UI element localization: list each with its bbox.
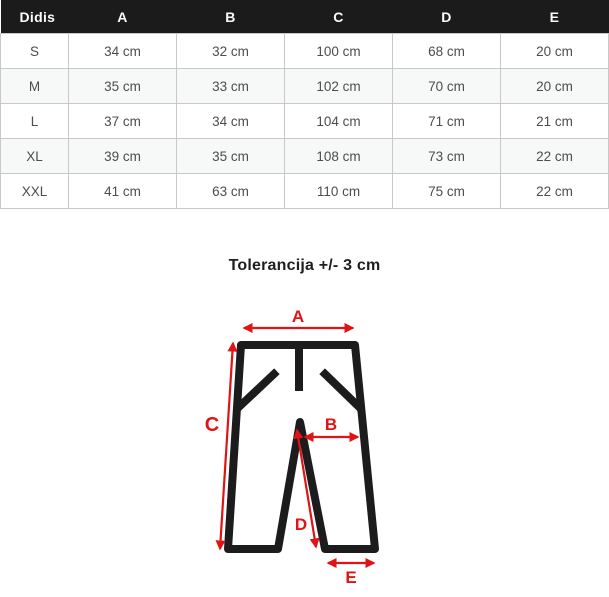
- table-row-l: [1, 104, 609, 139]
- cell-size: M: [1, 69, 69, 104]
- cell-b: 63 cm: [177, 174, 285, 209]
- cell-size: XL: [1, 139, 69, 174]
- cell-a: 35 cm: [69, 69, 177, 104]
- cell-c: 110 cm: [285, 174, 393, 209]
- header-cell-d: D: [393, 0, 501, 34]
- header-cell-b: B: [177, 0, 285, 34]
- size-chart-table: [0, 0, 609, 209]
- measurement-labels: [205, 307, 357, 587]
- header-cell-e: E: [501, 0, 609, 34]
- cell-e: 20 cm: [501, 34, 609, 69]
- table-row-xxl: [1, 174, 609, 209]
- label-b: B: [324, 415, 338, 434]
- header-cell-size: Didis: [1, 0, 69, 34]
- label-c: C: [204, 414, 220, 436]
- cell-d: 71 cm: [393, 104, 501, 139]
- cell-size: S: [1, 34, 69, 69]
- cell-d: 70 cm: [393, 69, 501, 104]
- cell-size: XXL: [1, 174, 69, 209]
- table-row-s: [1, 34, 609, 69]
- cell-e: 21 cm: [501, 104, 609, 139]
- cell-c: 104 cm: [285, 104, 393, 139]
- cell-a: 37 cm: [69, 104, 177, 139]
- arrow-d: [294, 430, 316, 547]
- cell-a: 41 cm: [69, 174, 177, 209]
- cell-c: 102 cm: [285, 69, 393, 104]
- cell-d: 68 cm: [393, 34, 501, 69]
- label-e: E: [345, 568, 357, 587]
- measurement-arrows: [220, 328, 374, 563]
- pants-outline: [228, 345, 375, 549]
- pants-left-pocket-line: [240, 374, 274, 406]
- pants-right-pocket-line: [325, 374, 358, 406]
- cell-a: 34 cm: [69, 34, 177, 69]
- cell-e: 22 cm: [501, 174, 609, 209]
- cell-a: 39 cm: [69, 139, 177, 174]
- label-d: D: [294, 515, 308, 534]
- cell-b: 32 cm: [177, 34, 285, 69]
- arrow-c: [220, 343, 233, 549]
- cell-e: 20 cm: [501, 69, 609, 104]
- tolerance-note: Tolerancija +/- 3 cm: [228, 257, 381, 274]
- cell-size: L: [1, 104, 69, 139]
- header-cell-a: A: [69, 0, 177, 34]
- table-header-row: [1, 0, 609, 34]
- table-row-xl: [1, 139, 609, 174]
- pants-body-outline: [228, 345, 375, 549]
- table-row-m: [1, 69, 609, 104]
- cell-c: 108 cm: [285, 139, 393, 174]
- cell-b: 34 cm: [177, 104, 285, 139]
- cell-b: 35 cm: [177, 139, 285, 174]
- cell-c: 100 cm: [285, 34, 393, 69]
- cell-d: 73 cm: [393, 139, 501, 174]
- cell-d: 75 cm: [393, 174, 501, 209]
- header-cell-c: C: [285, 0, 393, 34]
- label-a: A: [291, 307, 305, 326]
- cell-e: 22 cm: [501, 139, 609, 174]
- cell-b: 33 cm: [177, 69, 285, 104]
